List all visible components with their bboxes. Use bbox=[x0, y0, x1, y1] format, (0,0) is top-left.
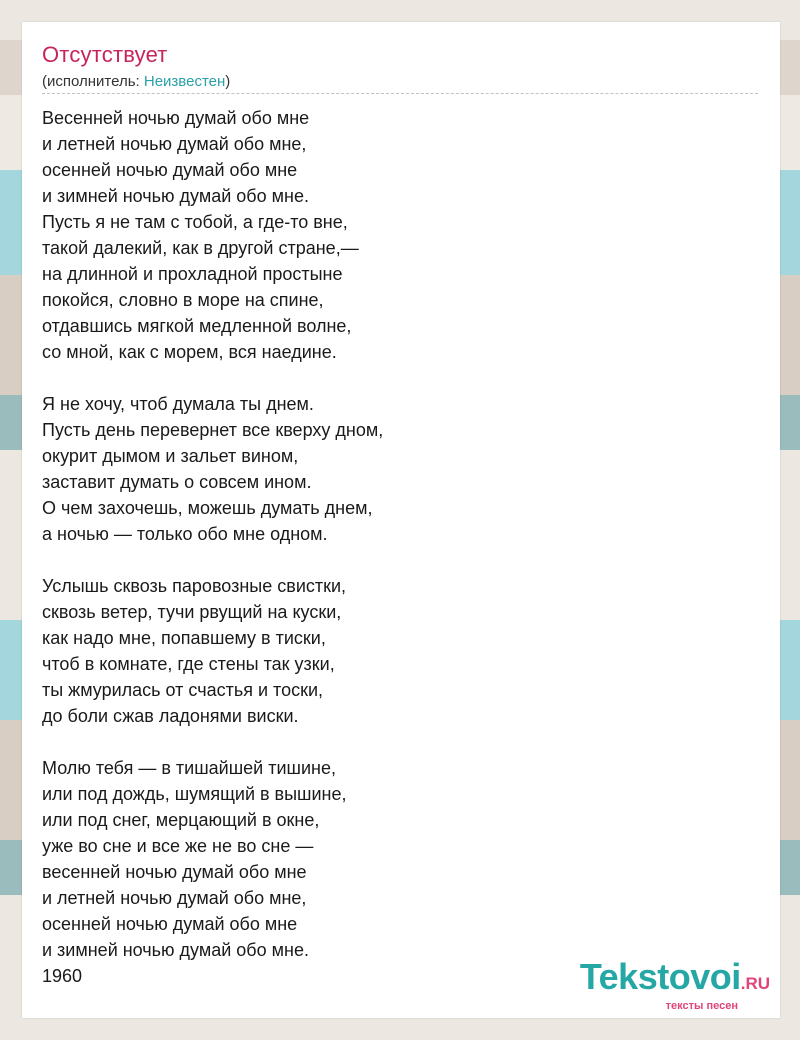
lyric-year: 1960 bbox=[42, 966, 83, 986]
lyric-line: сквозь ветер, тучи рвущий на куски, bbox=[42, 602, 342, 622]
lyric-line: на длинной и прохладной простыне bbox=[42, 264, 343, 284]
lyric-line: О чем захочешь, можешь думать днем, bbox=[42, 498, 373, 518]
lyric-line: окурит дымом и зальет вином, bbox=[42, 446, 299, 466]
logo-wordmark bbox=[579, 956, 770, 1002]
lyric-line: покойся, словно в море на спине, bbox=[42, 290, 324, 310]
lyric-line: Молю тебя — в тишайшей тишине, bbox=[42, 758, 336, 778]
stanza-gap bbox=[42, 547, 742, 573]
site-logo[interactable] bbox=[579, 956, 770, 1012]
lyric-line: Услышь сквозь паровозные свистки, bbox=[42, 576, 347, 596]
stanza-1 bbox=[42, 105, 742, 365]
lyric-line: Пусть я не там с тобой, а где-то вне, bbox=[42, 212, 348, 232]
lyric-line: и зимней ночью думай обо мне. bbox=[42, 940, 309, 960]
performer-link[interactable]: Неизвестен bbox=[143, 73, 226, 90]
lyric-line: заставит думать о совсем ином. bbox=[42, 472, 312, 492]
lyric-line: такой далекий, как в другой стране,— bbox=[42, 238, 359, 258]
performer-suffix: ) bbox=[225, 73, 231, 90]
lyric-line: со мной, как с морем, вся наедине. bbox=[42, 342, 337, 362]
lyric-line: весенней ночью думай обо мне bbox=[42, 862, 307, 882]
lyric-line: Весенней ночью думай обо мне bbox=[42, 108, 310, 128]
song-title: Отсутствует bbox=[42, 42, 168, 67]
lyric-line: и летней ночью думай обо мне, bbox=[42, 888, 307, 908]
lyric-line: уже во сне и все же не во сне — bbox=[42, 836, 314, 856]
title-divider bbox=[42, 93, 758, 94]
lyric-line: или под снег, мерцающий в окне, bbox=[42, 810, 320, 830]
lyric-line: осенней ночью думай обо мне bbox=[42, 160, 298, 180]
lyric-line: или под дождь, шумящий в вышине, bbox=[42, 784, 347, 804]
lyric-line: а ночью — только обо мне одном. bbox=[42, 524, 328, 544]
performer-line bbox=[42, 73, 230, 90]
lyrics-text bbox=[42, 105, 742, 989]
stanza-gap bbox=[42, 729, 742, 755]
lyric-line: Пусть день перевернет все кверху дном, bbox=[42, 420, 384, 440]
lyric-line: и летней ночью думай обо мне, bbox=[42, 134, 307, 154]
stanza-3 bbox=[42, 573, 742, 729]
lyrics-card bbox=[22, 22, 780, 1018]
lyric-line: как надо мне, попавшему в тиски, bbox=[42, 628, 326, 648]
logo-name: Tekstovoi bbox=[579, 956, 741, 997]
lyric-line: осенней ночью думай обо мне bbox=[42, 914, 298, 934]
stanza-4 bbox=[42, 755, 742, 989]
stanza-gap bbox=[42, 365, 742, 391]
lyric-line: и зимней ночью думай обо мне. bbox=[42, 186, 309, 206]
lyric-line: Я не хочу, чтоб думала ты днем. bbox=[42, 394, 314, 414]
lyric-line: чтоб в комнате, где стены так узки, bbox=[42, 654, 335, 674]
lyric-line: отдавшись мягкой медленной волне, bbox=[42, 316, 352, 336]
logo-tld: .RU bbox=[740, 974, 770, 993]
lyric-line: до боли сжав ладонями виски. bbox=[42, 706, 299, 726]
stanza-2 bbox=[42, 391, 742, 547]
performer-prefix: (исполнитель: bbox=[42, 73, 144, 90]
lyric-line: ты жмурилась от счастья и тоски, bbox=[42, 680, 324, 700]
logo-tagline: тексты песен bbox=[665, 1000, 738, 1012]
